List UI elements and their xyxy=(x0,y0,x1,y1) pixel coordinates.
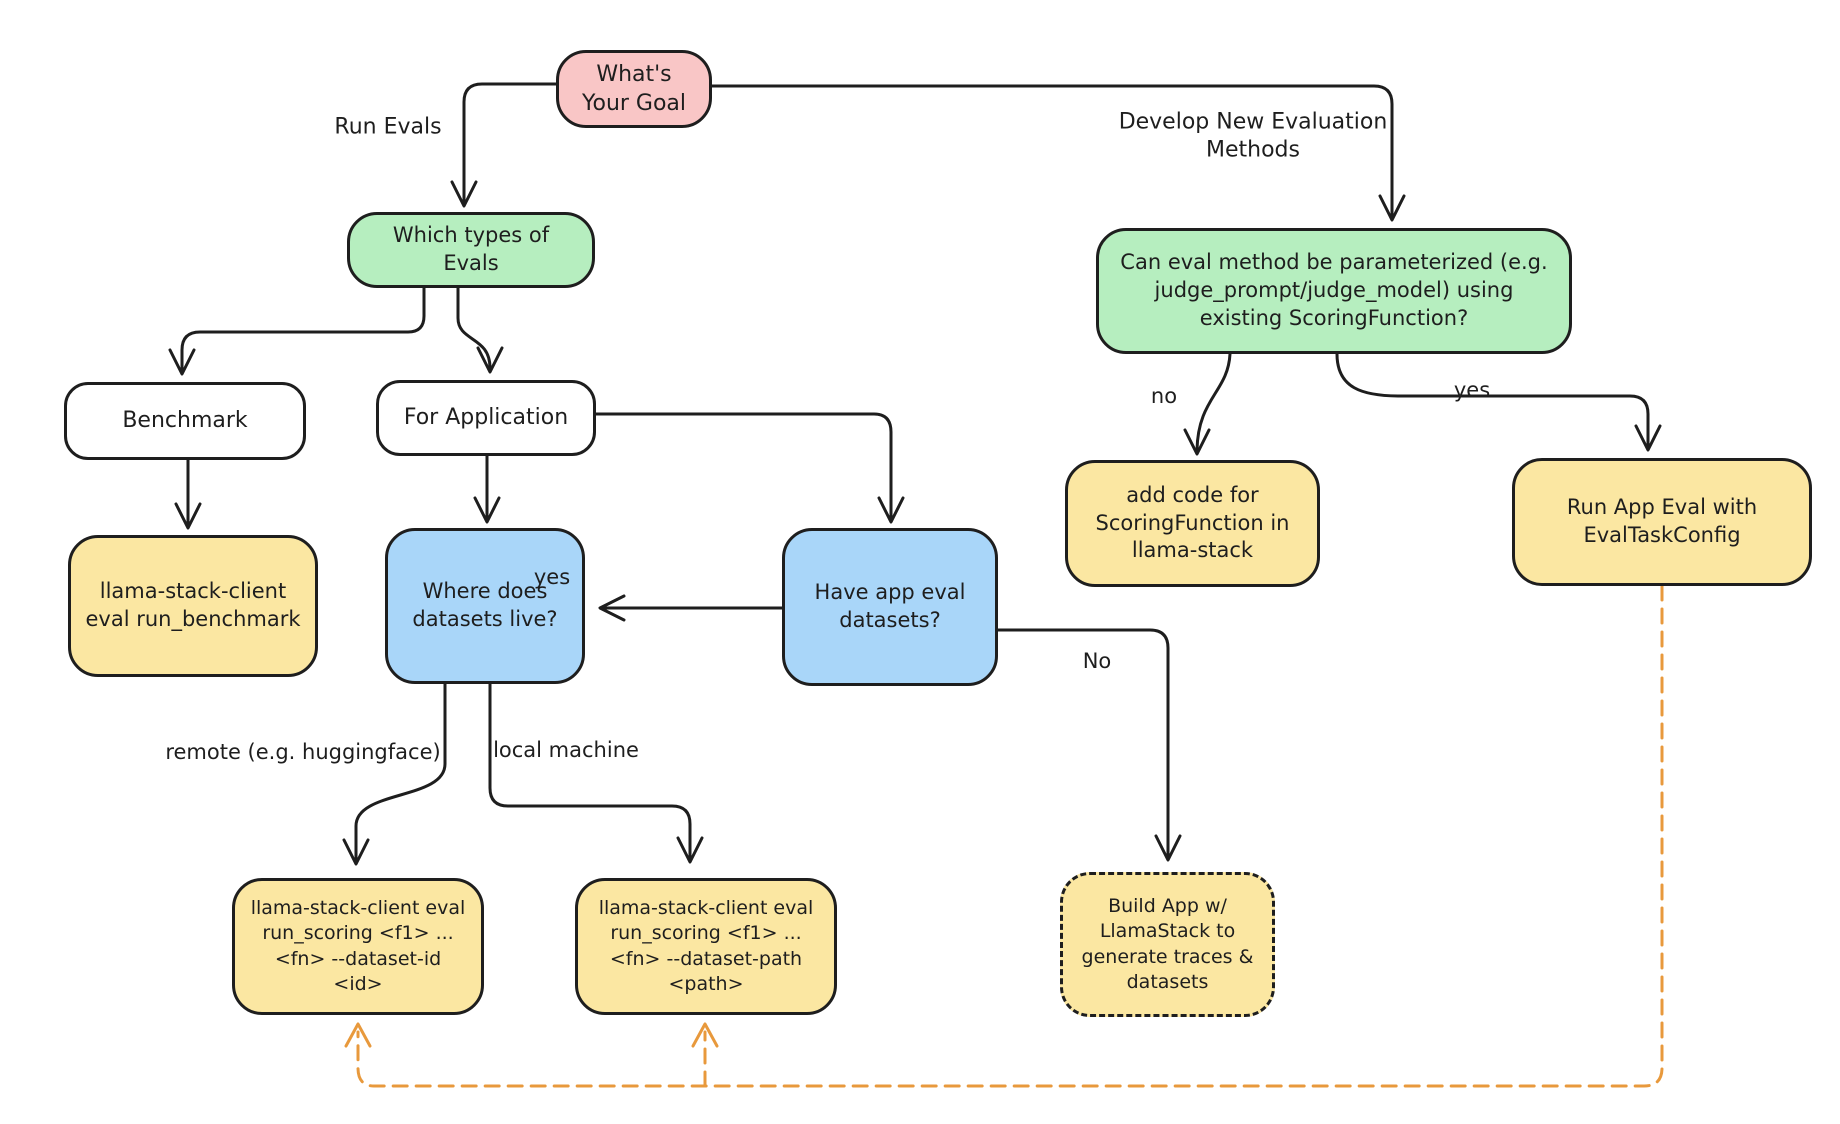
node-build-app-generate-datasets xyxy=(1060,872,1275,1017)
node-run-scoring-dataset-path xyxy=(575,878,837,1015)
edge-which-types-to-for-application xyxy=(458,288,502,372)
node-run-scoring-path-label: llama-stack-client eval run_scoring <f1> ... <fn> --dataset-path <path> xyxy=(598,897,814,995)
edge-label-yes-have-datasets: yes xyxy=(533,564,571,589)
node-run-app-eval-evaltaskconfig xyxy=(1512,458,1812,586)
edge-label-run-evals: Run Evals xyxy=(334,114,442,140)
node-can-param-label: Can eval method be parameterized (e.g. judge_prompt/judge_model) using existing ScoringFunction? xyxy=(1120,250,1548,330)
node-goal-label: What's Your Goal xyxy=(581,61,687,116)
node-have-app-eval-datasets xyxy=(782,528,998,686)
node-run-benchmark-command xyxy=(68,535,318,677)
node-add-code-scoring-function xyxy=(1065,460,1320,587)
edge-label-local-machine: local machine xyxy=(493,737,639,762)
edge-label-no-have-datasets: No xyxy=(1082,648,1112,673)
node-have-datasets-label: Have app eval datasets? xyxy=(814,580,966,632)
node-run-scoring-dataset-id xyxy=(232,878,484,1015)
node-where-datasets-live xyxy=(385,528,585,684)
node-add-code-label: add code for ScoringFunction in llama-stack xyxy=(1095,482,1290,563)
edge-label-develop-new-evaluation-methods: Develop New Evaluation Methods xyxy=(1118,109,1388,162)
edge-goal-to-which-types xyxy=(452,84,556,206)
node-for-application xyxy=(376,380,596,456)
edge-which-types-to-benchmark xyxy=(170,288,424,374)
edge-can-param-no-to-add-code xyxy=(1185,354,1230,454)
node-which-types-of-evals xyxy=(347,212,595,288)
node-build-app-label: Build App w/ LlamaStack to generate traces & datasets xyxy=(1081,895,1254,993)
node-for-application-label: For Application xyxy=(403,405,569,431)
edge-have-datasets-yes-to-where-datasets xyxy=(600,596,782,620)
edge-label-remote-huggingface: remote (e.g. huggingface) xyxy=(165,739,441,764)
node-where-datasets-label: Where does datasets live? xyxy=(412,579,558,631)
edge-benchmark-to-run-benchmark xyxy=(176,460,200,528)
node-benchmark-label: Benchmark xyxy=(122,408,248,434)
node-benchmark xyxy=(64,382,306,460)
node-goal xyxy=(556,50,712,128)
edge-for-application-to-have-datasets xyxy=(596,414,903,522)
edge-where-datasets-local-to-run-scoring-path xyxy=(490,684,702,862)
edge-for-application-to-where-datasets xyxy=(475,456,499,522)
edge-label-no-scoring: no xyxy=(1150,383,1178,408)
edge-label-yes-scoring: yes xyxy=(1453,377,1491,402)
node-which-types-label: Which types of Evals xyxy=(392,223,550,275)
node-run-scoring-id-label: llama-stack-client eval run_scoring <f1> ... <fn> --dataset-id <id> xyxy=(250,897,466,995)
node-can-eval-be-parameterized xyxy=(1096,228,1572,354)
edge-can-param-yes-to-run-app-eval xyxy=(1337,354,1660,450)
node-run-app-eval-label: Run App Eval with EvalTaskConfig xyxy=(1566,495,1758,547)
edge-where-datasets-remote-to-run-scoring-id xyxy=(344,684,445,864)
node-run-benchmark-label: llama-stack-client eval run_benchmark xyxy=(85,579,301,631)
